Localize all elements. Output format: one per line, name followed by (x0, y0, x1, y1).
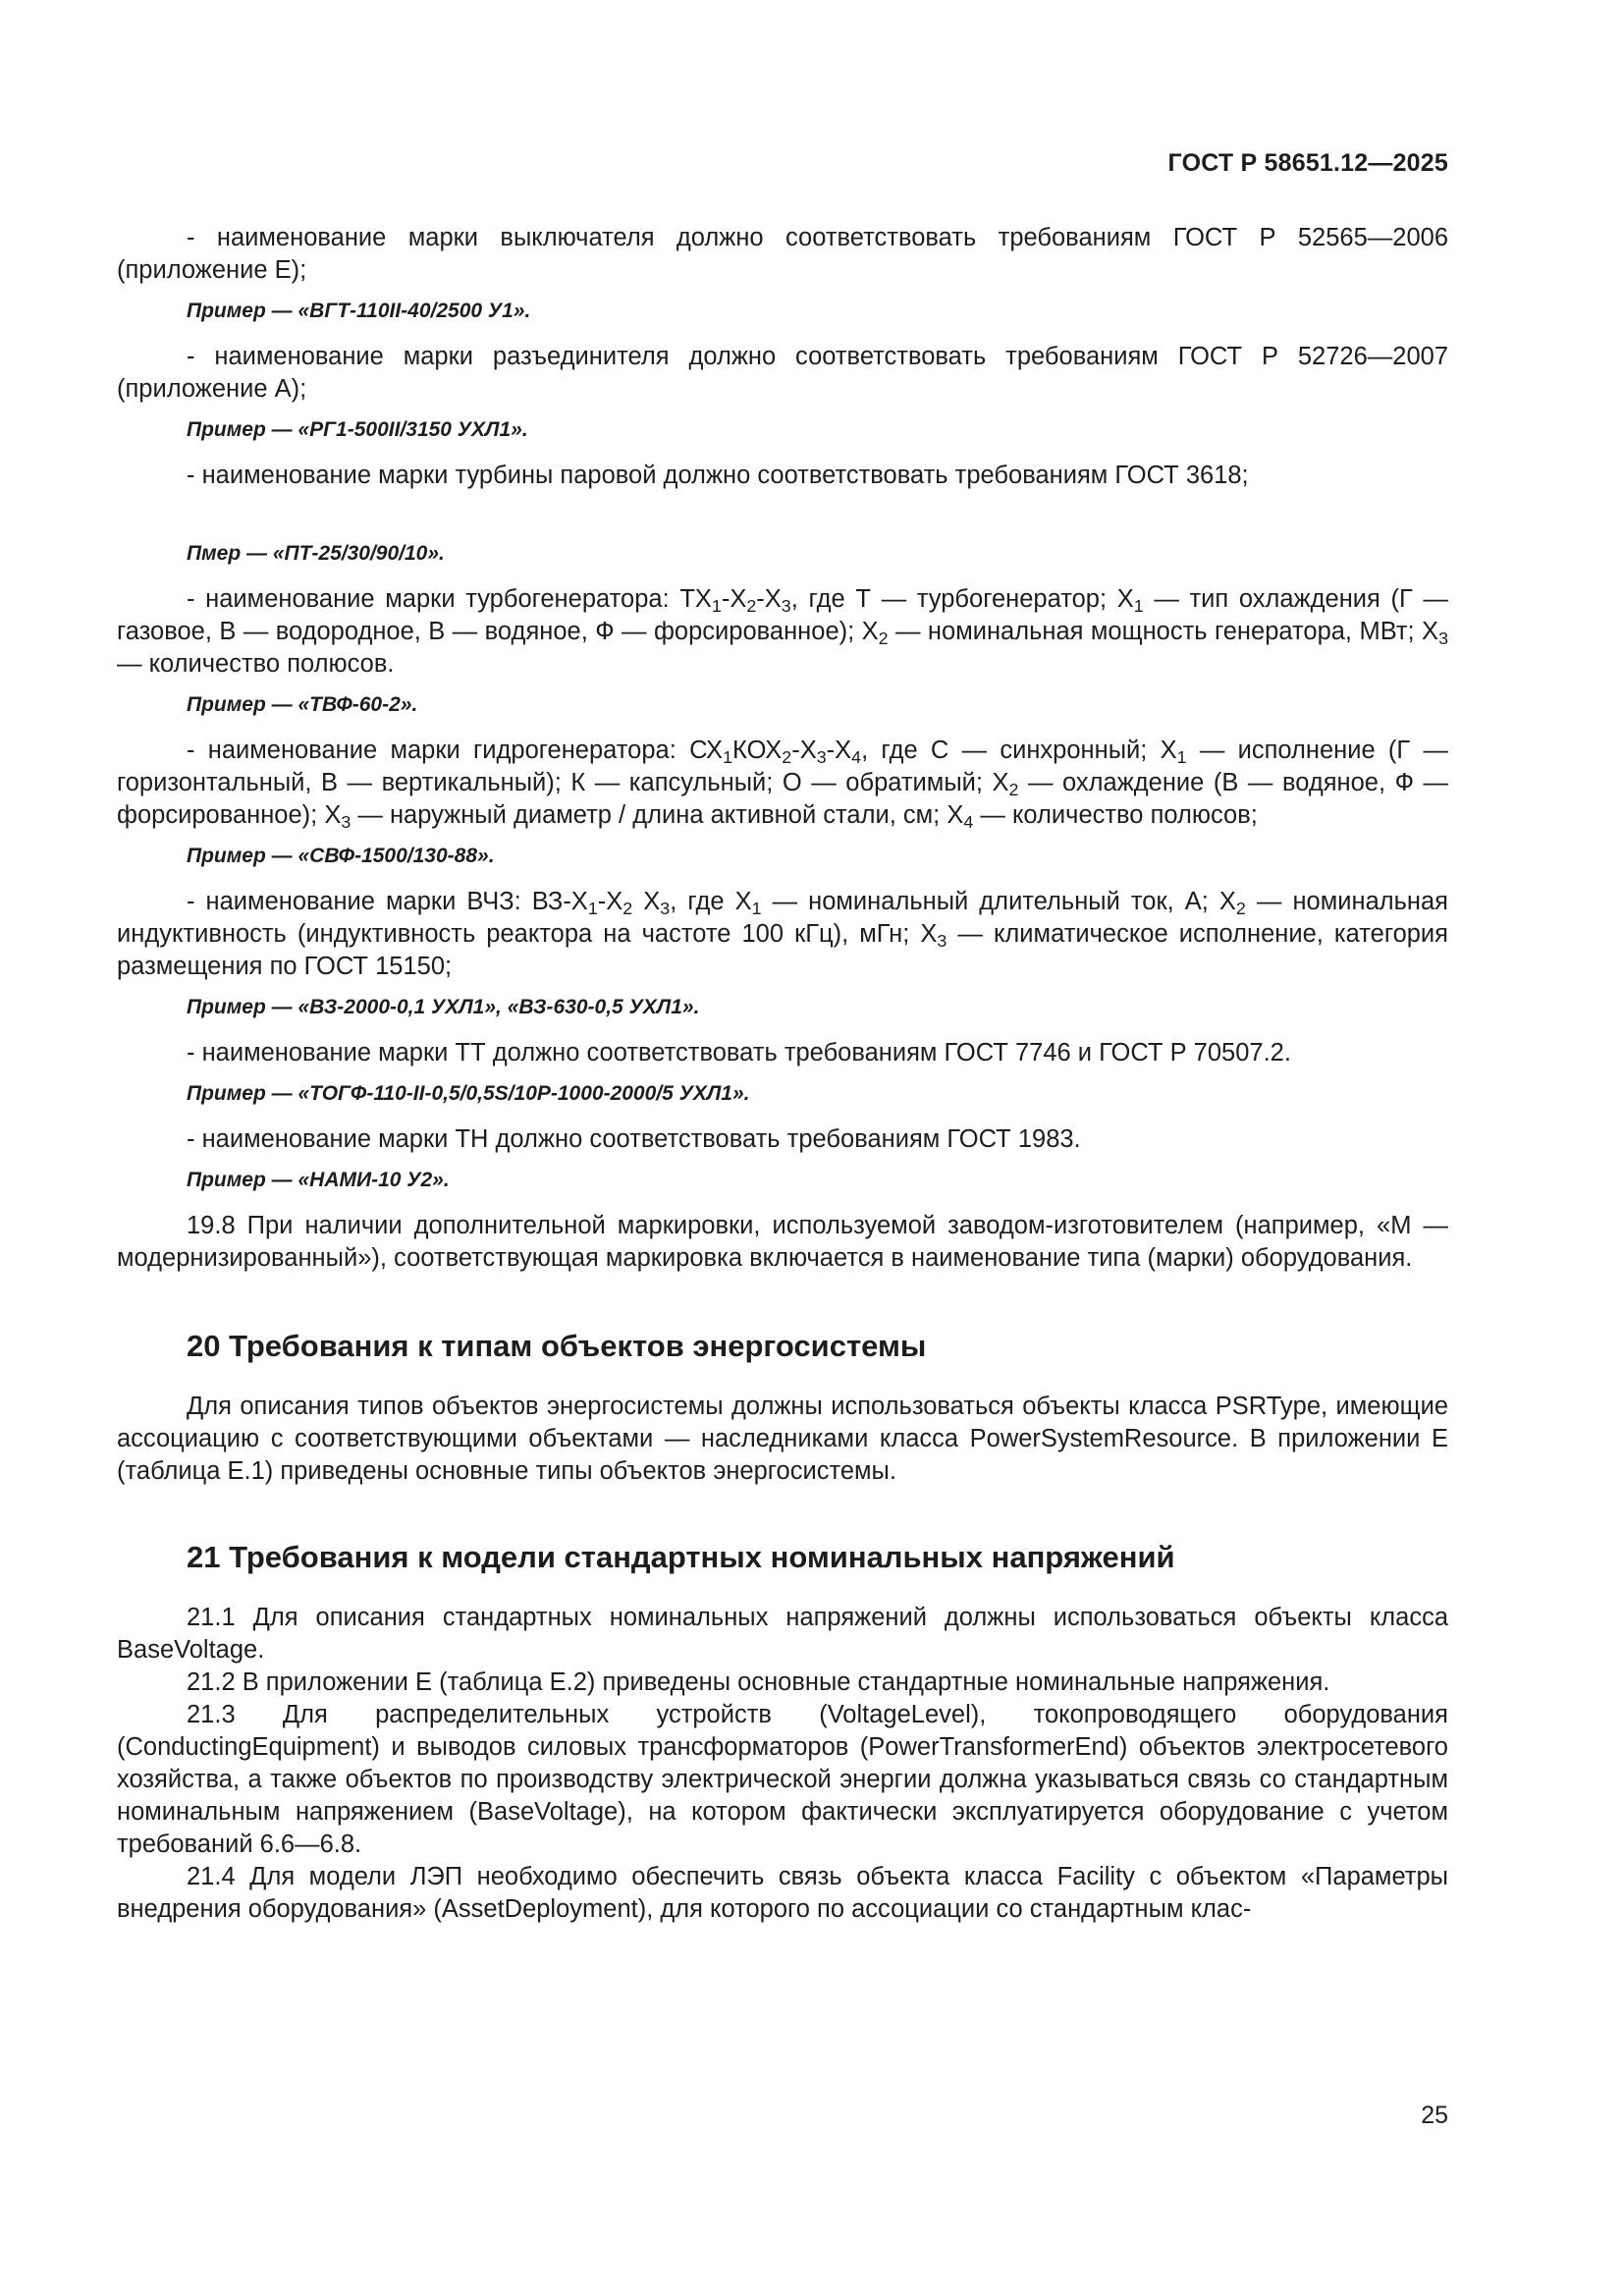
example-hydrogenerator: Пример — «СВФ-1500/130-88». (187, 845, 495, 867)
example-hf-trap: Пример — «ВЗ-2000-0,1 УХЛ1», «ВЗ-630-0,5 УХЛ1». (187, 996, 700, 1018)
example-current-transformer: Пример — «ТОГФ-110-II-0,5/0,5S/10P-1000-2000/5 УХЛ1». (187, 1082, 750, 1105)
paragraph-21-2: 21.2 В приложении Е (таблица Е.2) приведены основные стандартные номинальные напряжения. (187, 1668, 1330, 1696)
example-breaker: Пример — «ВГТ-110II-40/2500 У1». (187, 300, 531, 322)
list-item-hydrogenerator: - наименование марки гидрогенератора: $СХ_1КОХ_2-Х_3-Х_4$, где С — синхронный; $Х_1$ — исполнение (Г — горизонтальный, В — вертикальный); К — капсульный; О — обратимый; $Х_2$ — охлаждение (В — водяное, Ф — форсированное); $Х_3$ — наружный диаметр / длина активной стали, см; $Х_4$ — количество полюсов; (117, 737, 1448, 832)
list-item-turbogenerator: - наименование марки турбогенератора: $ТХ_1-Х_2-Х_3$, где Т — турбогенератор; $Х_1$ — тип охлаждения (Г — газовое, В — водородное, В — водяное, Ф — форсированное); $Х_2$ — номинальная мощность генератора, МВт; $Х_3$ — количество полюсов. (117, 585, 1449, 678)
list-item-disconnector: - наименование марки разъединителя должно соответствовать требованиям ГОСТ Р 52726—2007 (приложение А); (117, 343, 1448, 403)
paragraph-21-3: 21.3 Для распределительных устройств (VoltageLevel), токопроводящего оборудования (ConductingEquipment) и выводов силовых трансформаторов (PowerTransformerEnd) объектов электросетевого хозяйства, а также объектов по производству электрической энергии должна указываться связь со стандартным номинальным напряжением (BaseVoltage), на котором фактически эксплуатируется оборудование с учетом требований 6.6—6.8. (117, 1701, 1448, 1858)
section-20-body: Для описания типов объектов энергосистемы должны использоваться объекты класса PSRType, имеющие ассоциацию с соответствующими объектами — наследниками класса PowerSystemResource. В приложении Е (таблица Е.1) приведены основные типы объектов энергосистемы. (117, 1393, 1448, 1485)
page-content (117, 222, 1448, 1926)
list-item-breaker: - наименование марки выключателя должно соответствовать требованиям ГОСТ Р 52565—2006 (приложение Е); (117, 224, 1448, 284)
paragraph-19-8: 19.8 При наличии дополнительной маркировки, используемой заводом-изготовителем (например, «М — модернизированный»), соответствующая маркировка включается в наименование типа (марки) оборудования. (117, 1212, 1448, 1272)
standard-designation: ГОСТ Р 58651.12—2025 (1167, 149, 1448, 177)
example-disconnector: Пример — «РГ1-500II/3150 УХЛ1». (187, 418, 528, 441)
example-turbogenerator: Пример — «ТВФ-60-2». (187, 693, 418, 716)
paragraph-21-1: 21.1 Для описания стандартных номинальных напряжений должны использоваться объекты класса BaseVoltage. (117, 1604, 1448, 1664)
page-number: 25 (1421, 2102, 1448, 2129)
section-20-heading: 20 Требования к типам объектов энергосистемы (187, 1329, 927, 1363)
list-item-steam-turbine: - наименование марки турбины паровой должно соответствовать требованиям ГОСТ 3618; (187, 462, 1249, 489)
list-item-voltage-transformer: - наименование марки ТН должно соответствовать требованиям ГОСТ 1983. (187, 1125, 1081, 1153)
paragraph-21-4: 21.4 Для модели ЛЭП необходимо обеспечить связь объекта класса Facility с объектом «Параметры внедрения оборудования» (AssetDeployment), для которого по ассоциации со стандартным клас- (117, 1863, 1448, 1923)
example-voltage-transformer: Пример — «НАМИ-10 У2». (187, 1169, 450, 1191)
example-steam-turbine: Пмер — «ПТ-25/30/90/10». (187, 542, 445, 565)
list-item-current-transformer: - наименование марки ТТ должно соответствовать требованиям ГОСТ 7746 и ГОСТ Р 70507.2. (187, 1039, 1291, 1066)
section-21-heading: 21 Требования к модели стандартных номинальных напряжений (187, 1540, 1175, 1574)
list-item-hf-trap: - наименование марки ВЧЗ: $ВЗ-Х_1-Х_2$ $Х_3$, где $Х_1$ — номинальный длительный ток, А; $Х_2$ — номинальная индуктивность (индуктивность реактора на частоте 100 кГц), мГн; $Х_3$ — климатическое исполнение, категория размещения по ГОСТ 15150; (117, 888, 1448, 980)
